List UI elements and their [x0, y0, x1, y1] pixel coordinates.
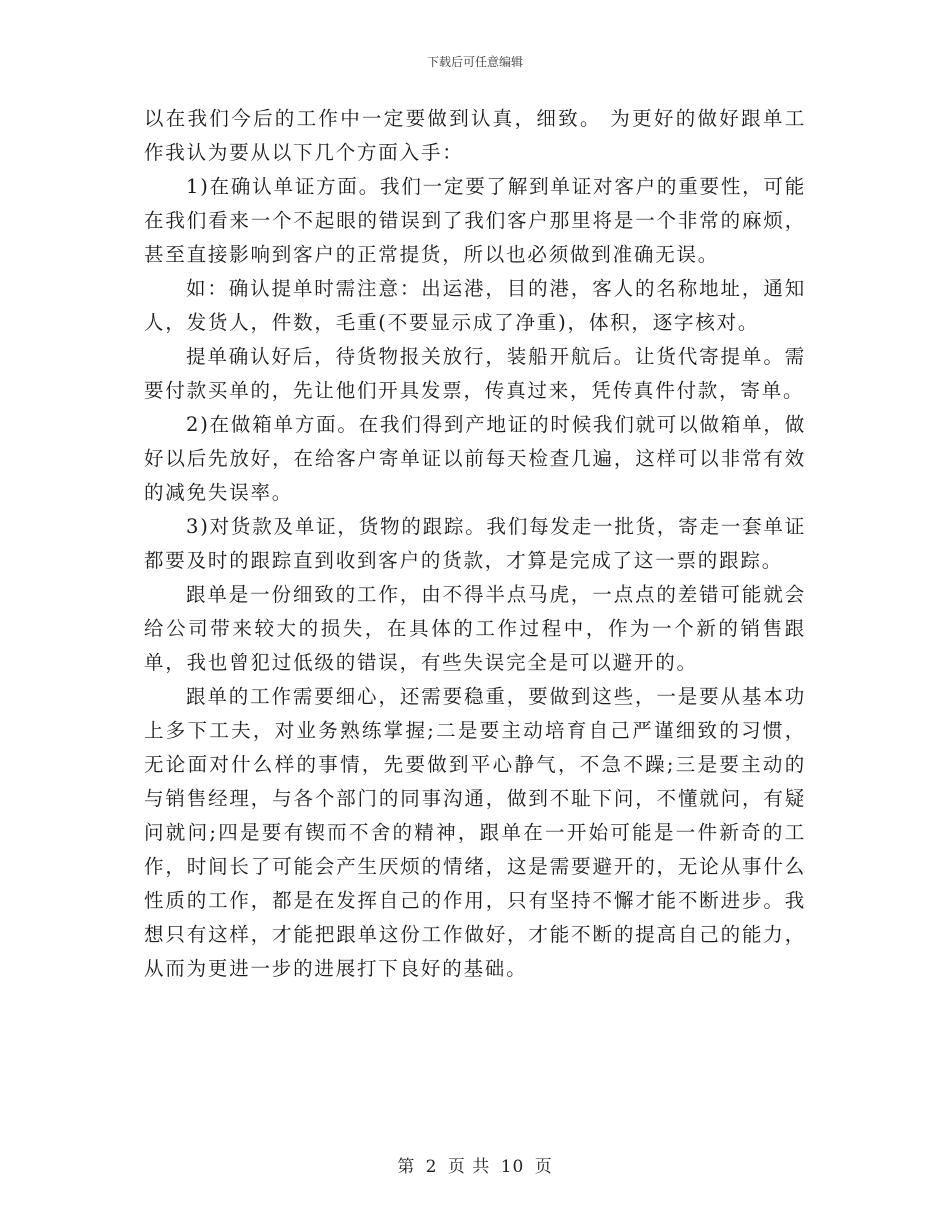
footer-page-number: 2 [425, 1157, 438, 1177]
footer-suffix: 页 [534, 1157, 553, 1177]
page-footer [0, 1152, 950, 1177]
paragraph-bill-of-lading: 提单确认好后，待货物报关放行，装船开航后。让货代寄提单。需要付款买单的，先让他们开具发票，传真过来，凭传真件付款，寄单。 [144, 345, 806, 402]
paragraph-requirements: 跟单的工作需要细心，还需要稳重，要做到这些，一是要从基本功上多下工夫，对业务熟练掌握;二是要主动培育自己严谨细致的习惯，无论面对什么样的事情，先要做到平心静气，不急不躁;三是要主动的与销售经理，与各个部门的同事沟通，做到不耻下问，不懂就问，有疑问就问;四是要有锲而不舍的精神，跟单在一开始可能是一件新奇的工作，时间长了可能会产生厌烦的情绪，这是需要避开的，无论从事什么性质的工作，都是在发挥自己的作用，只有坚持不懈才能不断进步。我想只有这样，才能把跟单这份工作做好，才能不断的提高自己的能力，从而为更进一步的进展打下良好的基础。 [144, 685, 806, 980]
footer-middle: 页 共 [447, 1157, 491, 1177]
footer-total-pages: 10 [500, 1157, 525, 1177]
paragraph-item-3: 3)对货款及单证，货物的跟踪。我们每发走一批货，寄走一套单证都要及时的跟踪直到收到客户的货款，才算是完成了这一票的跟踪。 [144, 515, 807, 572]
paragraph-example: 如：确认提单时需注意：出运港，目的港，客人的名称地址，通知人，发货人，件数，毛重(不要显示成了净重)，体积，逐字核对。 [144, 277, 806, 334]
document-body [144, 102, 806, 986]
paragraph-item-1: 1)在确认单证方面。我们一定要了解到单证对客户的重要性，可能在我们看来一个不起眼的错误到了我们客户那里将是一个非常的麻烦，甚至直接影响到客户的正常提货，所以也必须做到准确无误。 [144, 175, 807, 266]
paragraph-continuation: 以在我们今后的工作中一定要做到认真，细致。 为更好的做好跟单工作我认为要从以下几个方面入手： [144, 107, 806, 164]
paragraph-careful-work: 跟单是一份细致的工作，由不得半点马虎，一点点的差错可能就会给公司带来较大的损失，在具体的工作过程中，作为一个新的销售跟单，我也曾犯过低级的错误，有些失误完全是可以避开的。 [144, 583, 806, 674]
page-header: 下载后可任意编辑 [426, 55, 523, 69]
footer-prefix: 第 [397, 1157, 416, 1177]
paragraph-item-2: 2)在做箱单方面。在我们得到产地证的时候我们就可以做箱单，做好以后先放好，在给客户寄单证以前每天检查几遍，这样可以非常有效的减免失误率。 [144, 413, 807, 504]
